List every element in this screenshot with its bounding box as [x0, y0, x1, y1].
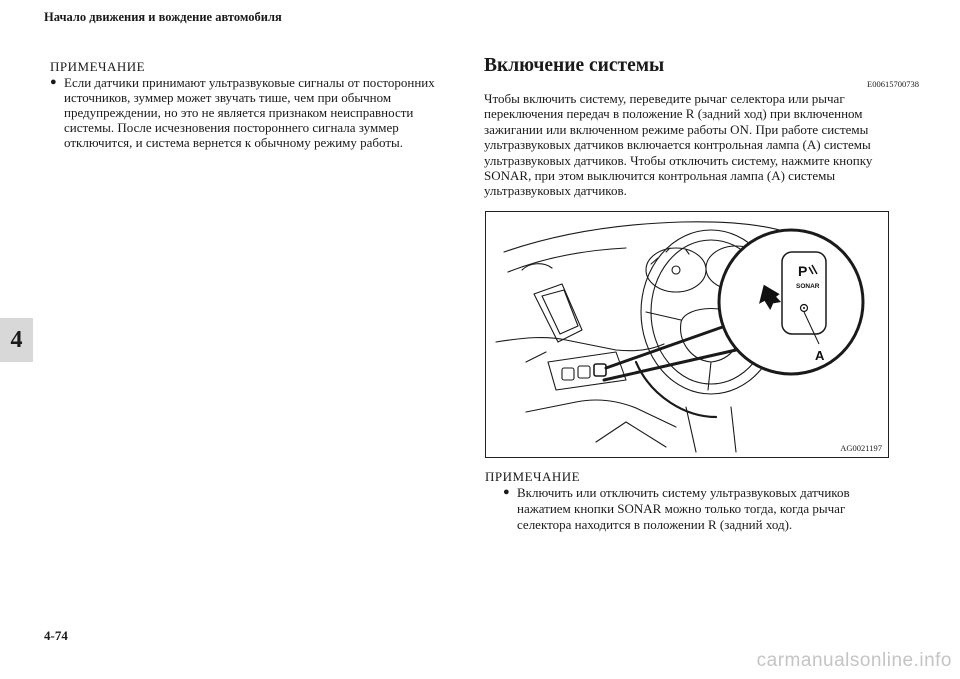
top-vent — [522, 264, 552, 270]
section-code: E00615700738 — [867, 79, 919, 89]
note-left — [50, 59, 445, 150]
bullet-icon: ● — [503, 486, 510, 498]
sonar-button-label: SONAR — [796, 283, 820, 290]
sonar-p-icon: P — [798, 263, 808, 279]
note-label: ПРИМЕЧАНИЕ — [50, 59, 146, 74]
section-body: Чтобы включить систему, переведите рычаг селектора или рычаг переключения передач в положение R (задний ход) при включенном зажигании или включенном режиме работы ON. При работе системы ультразвуковых датчиков включается контрольная лампа (A) системы ультразвуковых датчиков. Чтобы отключить систему, нажмите кнопку SONAR, при этом выключится контрольная лампа (A) системы ультразвуковых датчиков. — [484, 91, 873, 199]
page-number: 4-74 — [44, 628, 68, 643]
note-text: Включить или отключить систему ультразвуковых датчиков нажатием кнопки SONAR можно только тогда, когда рычаг селектора находится в положении R (задний ход). — [517, 485, 850, 532]
dashboard-illustration — [486, 212, 889, 458]
chapter-tab: 4 — [0, 318, 33, 362]
note-label: ПРИМЕЧАНИЕ — [485, 469, 581, 484]
figure-dashboard-illustration — [485, 211, 889, 458]
note-right — [485, 469, 890, 533]
switch-2 — [578, 366, 590, 378]
bullet-icon: ● — [50, 76, 57, 88]
switch-panel — [548, 352, 626, 390]
running-header: Начало движения и вождение автомобиля — [44, 10, 282, 24]
zoom-line-bottom — [604, 350, 736, 380]
dash-line-2 — [508, 248, 626, 272]
note-text: Если датчики принимают ультразвуковые сигналы от посторонних источников, зуммер может звучать тише, чем при обычном предупреждении, но это не является признаком неисправности системы. После исчезновения постороннего сигнала зуммер отключится, и система вернется к обычному режиму работы. — [64, 75, 435, 150]
figure-code: AG0021197 — [840, 443, 882, 453]
note-bullet — [50, 75, 445, 150]
callout-label: A — [815, 348, 825, 363]
note-bullet — [503, 485, 890, 533]
watermark: carmanualsonline.info — [756, 650, 952, 671]
section-title: Включение системы — [484, 55, 665, 76]
sonar-switch — [594, 364, 606, 376]
air-vent — [534, 284, 582, 342]
switch-1 — [562, 368, 574, 380]
